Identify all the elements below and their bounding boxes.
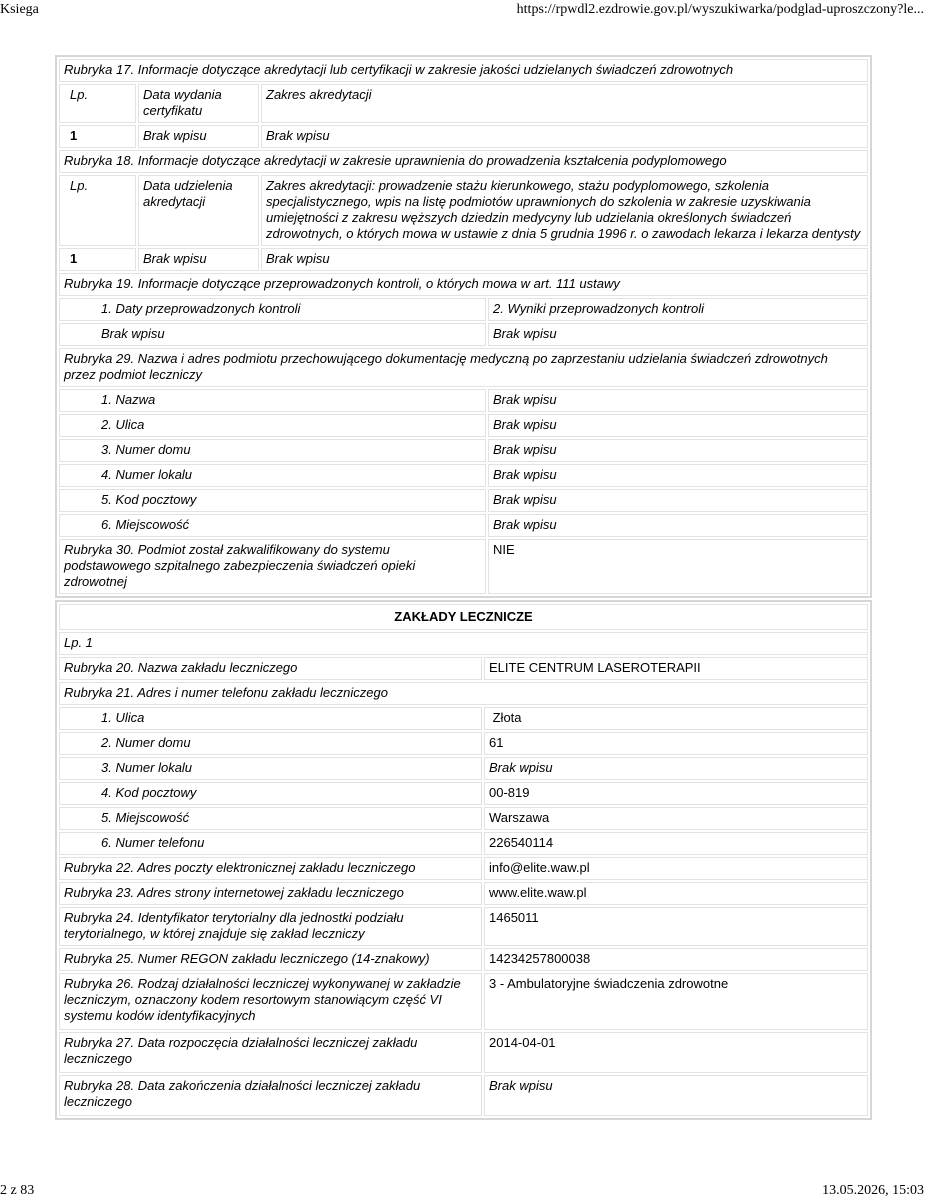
field-value-r23: www.elite.waw.pl [484,882,868,905]
field-label-r26: Rubryka 26. Rodzaj działalności leczniczej wykonywanej w zakładzie leczniczym, oznaczony kodem resortowym stanowiącym część VI systemu kodów identyfikacyjnych [59,973,482,1030]
field-value: Warszawa [484,807,868,830]
cell-scope: Brak wpisu [261,125,868,148]
field-label: 2. Numer domu [59,732,482,755]
field-value-r26: 3 - Ambulatoryjne świadczenia zdrowotne [484,973,868,1030]
section-title-r29: Rubryka 29. Nazwa i adres podmiotu przechowującego dokumentację medyczną po zaprzestaniu udzielania świadczeń zdrowotnych przez podmiot leczniczy [59,348,868,387]
col-inspection-results: 2. Wyniki przeprowadzonych kontroli [488,298,868,321]
field-value: Brak wpisu [488,389,868,412]
field-label: 1. Nazwa [59,389,486,412]
field-value: Brak wpisu [488,514,868,537]
col-lp: Lp. [59,175,136,246]
field-value-r25: 14234257800038 [484,948,868,971]
field-label: 6. Numer telefonu [59,832,482,855]
table-row [59,882,868,905]
section-row [59,59,868,82]
page-number: 2 z 83 [0,1183,35,1198]
table-row [59,907,868,946]
field-value-r20: ELITE CENTRUM LASEROTERAPII [484,657,868,680]
table-row [59,489,868,512]
table-row [59,973,868,1030]
field-value: Złota [484,707,868,730]
col-scope: Zakres akredytacji [261,84,868,123]
section-title-r19: Rubryka 19. Informacje dotyczące przeprowadzonych kontroli, o których mowa w art. 111 ustawy [59,273,868,296]
section-row [59,150,868,173]
section-title-r17: Rubryka 17. Informacje dotyczące akredytacji lub certyfikacji w zakresie jakości udzielanych świadczeń zdrowotnych [59,59,868,82]
table-header-row [59,175,868,246]
field-label: 5. Miejscowość [59,807,482,830]
field-value: Brak wpisu [488,439,868,462]
table-row [59,389,868,412]
field-value: Brak wpisu [488,414,868,437]
field-label-r25: Rubryka 25. Numer REGON zakładu leczniczego (14-znakowy) [59,948,482,971]
table-row [59,857,868,880]
col-inspection-dates: 1. Daty przeprowadzonych kontroli [59,298,486,321]
field-label: 2. Ulica [59,414,486,437]
field-label-r30: Rubryka 30. Podmiot został zakwalifikowany do systemu podstawowego szpitalnego zabezpieczenia świadczeń opieki zdrowotnej [59,539,486,594]
field-label: 4. Kod pocztowy [59,782,482,805]
table-row [59,414,868,437]
table-row [59,732,868,755]
table-row [59,125,868,148]
cell-date: Brak wpisu [138,248,259,271]
table-row [59,248,868,271]
section-heading: ZAKŁADY LECZNICZE [59,604,868,630]
cell-date: Brak wpisu [138,125,259,148]
field-label: 6. Miejscowość [59,514,486,537]
table-row [59,757,868,780]
table-row [59,657,868,680]
cell-inspection-results: Brak wpisu [488,323,868,346]
section-row [59,682,868,705]
field-value: 00-819 [484,782,868,805]
cell-scope: Brak wpisu [261,248,868,271]
register-table-facilities [55,600,872,1120]
facility-lp: Lp. 1 [59,632,868,655]
table-header-row [59,298,868,321]
field-value: 226540114 [484,832,868,855]
field-value: Brak wpisu [488,464,868,487]
field-value: Brak wpisu [484,757,868,780]
table-row [59,464,868,487]
table-row [59,439,868,462]
section-title-r18: Rubryka 18. Informacje dotyczące akredytacji w zakresie uprawnienia do prowadzenia kształcenia podyplomowego [59,150,868,173]
cell-lp: 1 [59,125,136,148]
table-row [59,323,868,346]
col-lp: Lp. [59,84,136,123]
field-value-r24: 1465011 [484,907,868,946]
field-value-r28: Brak wpisu [484,1075,868,1116]
field-label: 1. Ulica [59,707,482,730]
section-row [59,348,868,387]
field-label-r23: Rubryka 23. Adres strony internetowej zakładu leczniczego [59,882,482,905]
table-row [59,807,868,830]
table-row [59,948,868,971]
field-label-r24: Rubryka 24. Identyfikator terytorialny dla jednostki podziału terytorialnego, w której znajduje się zakład leczniczy [59,907,482,946]
field-value: Brak wpisu [488,489,868,512]
section-heading-row [59,604,868,630]
table-row [59,707,868,730]
field-label: 3. Numer lokalu [59,757,482,780]
col-scope: Zakres akredytacji: prowadzenie stażu kierunkowego, stażu podyplomowego, szkolenia specjalistycznego, wpis na listę podmiotów uprawnionych do szkolenia w zakresie uzyskiwania umiejętności z zakresu węższych dziedzin medycyny lub udzielania określonych świadczeń zdrowotnych, o których mowa w ustawie z dnia 5 grudnia 1996 r. o zawodach lekarza i lekarza dentysty [261,175,868,246]
field-label-r22: Rubryka 22. Adres poczty elektronicznej zakładu leczniczego [59,857,482,880]
field-value-r30: NIE [488,539,868,594]
field-value: 61 [484,732,868,755]
col-date: Data wydania certyfikatu [138,84,259,123]
field-label-r28: Rubryka 28. Data zakończenia działalności leczniczej zakładu leczniczego [59,1075,482,1116]
table-row [59,539,868,594]
field-value-r22: info@elite.waw.pl [484,857,868,880]
table-row [59,1032,868,1073]
page-url[interactable]: https://rpwdl2.ezdrowie.gov.pl/wyszukiwarka/podglad-uproszczony?le... [516,2,924,17]
page-title: Ksiega [0,2,39,17]
field-label: 4. Numer lokalu [59,464,486,487]
cell-lp: 1 [59,248,136,271]
field-label: 5. Kod pocztowy [59,489,486,512]
table-header-row [59,84,868,123]
section-title-r21: Rubryka 21. Adres i numer telefonu zakładu leczniczego [59,682,868,705]
field-value-r27: 2014-04-01 [484,1032,868,1073]
field-label-r27: Rubryka 27. Data rozpoczęcia działalności leczniczej zakładu leczniczego [59,1032,482,1073]
register-table-general [55,55,872,598]
field-label: 3. Numer domu [59,439,486,462]
table-row [59,632,868,655]
table-row [59,832,868,855]
table-row [59,514,868,537]
section-row [59,273,868,296]
cell-inspection-dates: Brak wpisu [59,323,486,346]
col-date: Data udzielenia akredytacji [138,175,259,246]
print-datetime: 13.05.2026, 15:03 [822,1183,924,1198]
field-label-r20: Rubryka 20. Nazwa zakładu leczniczego [59,657,482,680]
table-row [59,1075,868,1116]
table-row [59,782,868,805]
